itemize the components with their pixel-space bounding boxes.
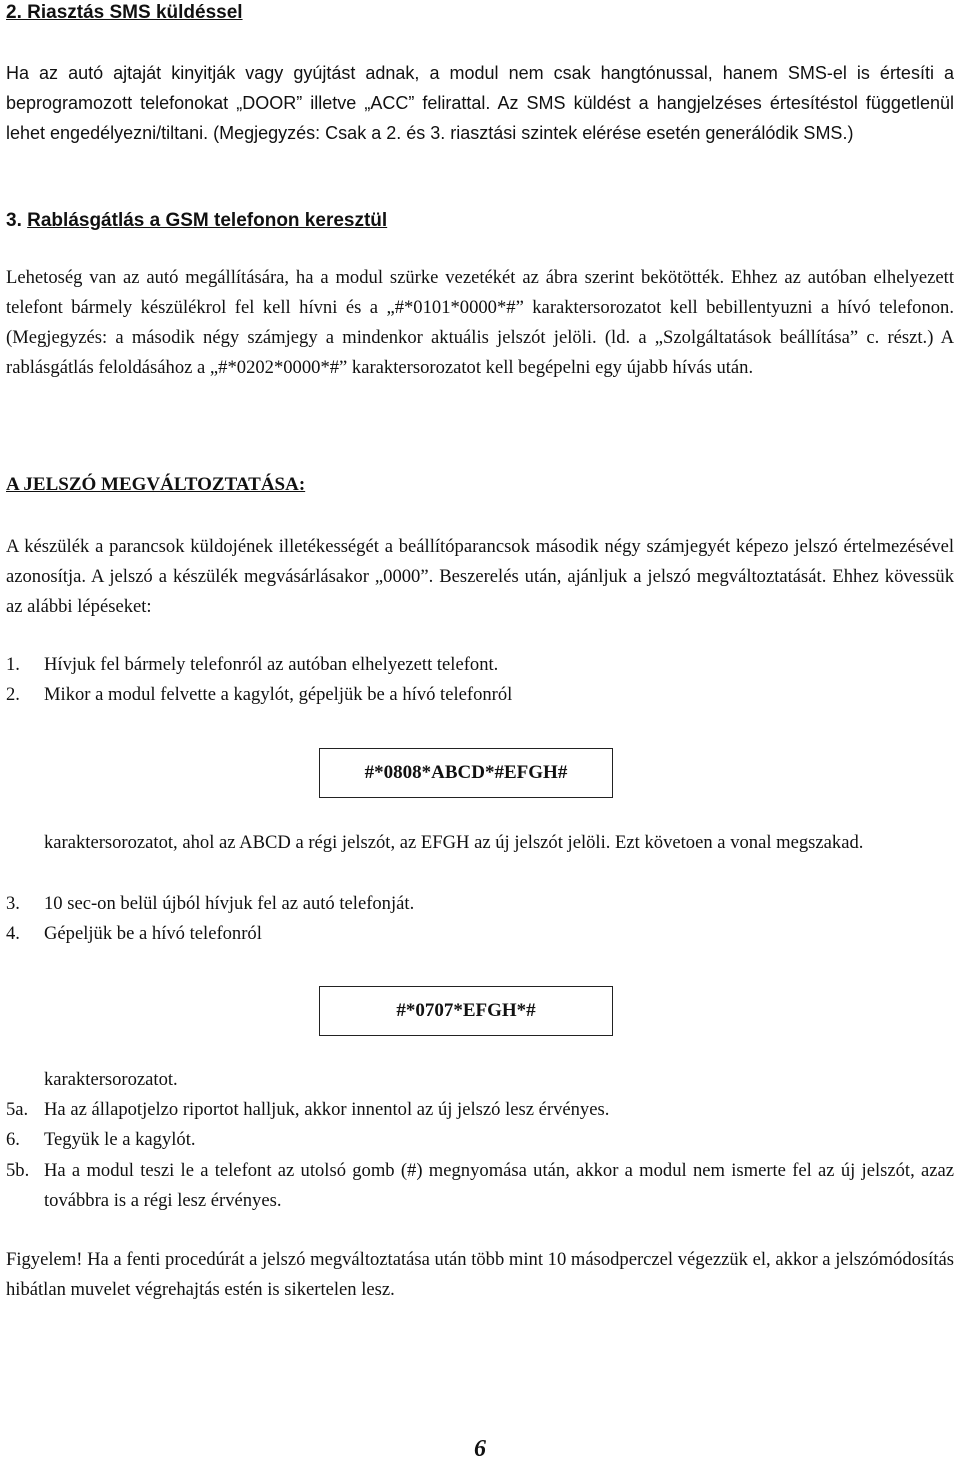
step-number: 5a. bbox=[6, 1099, 29, 1120]
step-text: Hívjuk fel bármely telefonról az autóban elhelyezett telefont. bbox=[44, 654, 499, 675]
section-2-title bbox=[6, 1, 954, 25]
step-4 bbox=[6, 919, 954, 949]
step-text: Gépeljük be a hívó telefonról bbox=[44, 923, 262, 944]
after-code-2 bbox=[6, 1065, 954, 1095]
step-text: Mikor a modul felvette a kagylót, gépeljük be a hívó telefonról bbox=[44, 684, 513, 705]
step-text: Ha az állapotjelzo riportot halljuk, akkor innentol az új jelszó lesz érvényes. bbox=[44, 1099, 610, 1120]
step-1 bbox=[6, 650, 954, 680]
code-box-confirm-password: #*0707*EFGH*# bbox=[319, 986, 613, 1036]
after-code-2-text: karaktersorozatot. bbox=[44, 1069, 178, 1090]
section-2-title-text: 2. Riasztás SMS küldéssel bbox=[6, 2, 243, 23]
code-box-change-password: #*0808*ABCD*#EFGH# bbox=[319, 748, 613, 798]
section-3-number: 3. bbox=[6, 210, 22, 231]
after-code-1-text: karaktersorozatot, ahol az ABCD a régi jelszót, az EFGH az új jelszót jelöli. Ezt követoen a vonal megszakad. bbox=[44, 832, 864, 853]
step-2 bbox=[6, 680, 954, 710]
section-3-title-text: Rablásgátlás a GSM telefonon keresztül bbox=[27, 210, 388, 231]
step-6 bbox=[6, 1125, 954, 1155]
step-text: 10 sec-on belül újból hívjuk fel az autó telefonját. bbox=[44, 893, 415, 914]
step-5a bbox=[6, 1095, 954, 1125]
step-3 bbox=[6, 889, 954, 919]
step-number: 2. bbox=[6, 684, 20, 705]
password-heading: A JELSZÓ MEGVÁLTOZTATÁSA: bbox=[6, 474, 306, 495]
step-number: 1. bbox=[6, 654, 20, 675]
warning-paragraph: Figyelem! Ha a fenti procedúrát a jelszó megváltoztatása után több mint 10 másodperczel végezzük el, akkor a jelszómódosítás hibátlan muvelet végrehajtás estén is sikertelen lesz. bbox=[6, 1249, 954, 1300]
password-intro: A készülék a parancsok küldojének illetékességét a beállítóparancsok második négy számjegyét képezo jelszó értelmezésével azonosítja. A jelszó a készülék megvásárlásakor „0000”. Beszerelés után, ajánljuk a jelszó megváltoztatását. Ehhez kövessük az alábbi lépéseket: bbox=[6, 536, 954, 617]
step-number: 3. bbox=[6, 893, 20, 914]
step-5b bbox=[6, 1156, 954, 1216]
page-number: 6 bbox=[474, 1436, 486, 1462]
step-number: 4. bbox=[6, 923, 20, 944]
section-3-paragraph: Lehetoség van az autó megállítására, ha a modul szürke vezetékét az ábra szerint bekötötték. Ehhez az autóban elhelyezett telefont bármely készülékrol fel kell hívni és a „#*0101*0000*#” karaktersorozatot kell bebillentyuzni a hívó telefonon. (Megjegyzés: a második négy számjegy a mindenkor aktuális jelszót jelöli. (ld. a „Szolgáltatások beállítása” c. részt.) A rablásgátlás feloldásához a „#*0202*0000*#” karaktersorozatot kell begépelni egy újabb hívás után. bbox=[6, 267, 954, 378]
step-text: Ha a modul teszi le a telefont az utolsó gomb (#) megnyomása után, akkor a modul nem ismerte fel az új jelszót, azaz továbbra is a régi lesz érvényes. bbox=[44, 1160, 954, 1211]
step-number: 6. bbox=[6, 1129, 20, 1150]
step-number: 5b. bbox=[6, 1160, 30, 1181]
section-2-paragraph: Ha az autó ajtaját kinyitják vagy gyújtást adnak, a modul nem csak hangtónussal, hanem SMS-el is értesíti a beprogramozott telefonokat „DOOR” illetve „ACC” felirattal. Az SMS küldést a hangjelzéses értesítéstol függetlenül lehet engedélyezni/tiltani. (Megjegyzés: Csak a 2. és 3. riasztási szintek elérése esetén generálódik SMS.) bbox=[6, 63, 954, 143]
step-text: Tegyük le a kagylót. bbox=[44, 1129, 196, 1150]
after-code-1 bbox=[6, 828, 954, 888]
section-3-title bbox=[6, 209, 954, 233]
